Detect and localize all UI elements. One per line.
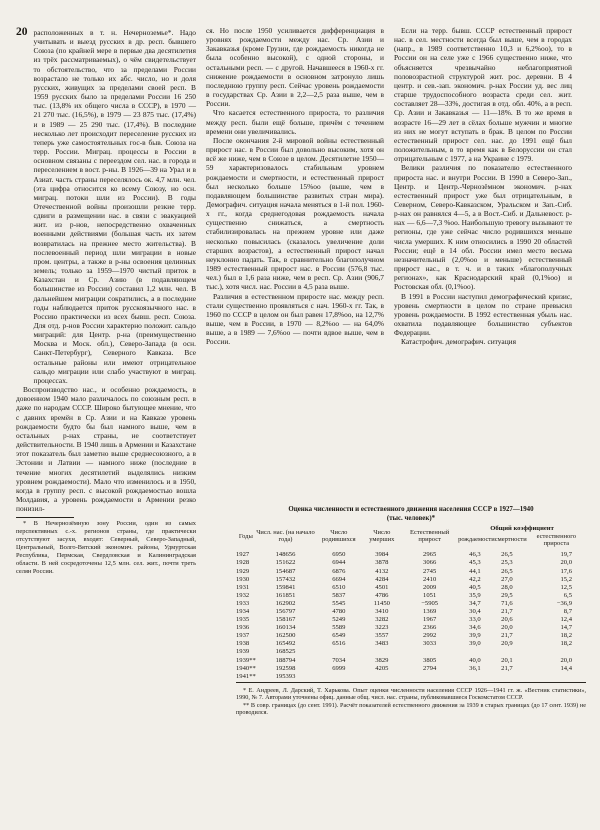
table-cell-value: 6999	[332, 664, 346, 672]
table-cell-rate: 45,3	[469, 559, 481, 567]
table-cell-year: 1941**	[236, 672, 256, 680]
col-header-group-coefficient: Общий коэффициент	[490, 525, 554, 533]
table-cell-rate: 17,6	[560, 567, 572, 575]
table-cell-year: 1937	[236, 632, 250, 640]
table-row	[236, 624, 586, 632]
table-cell-rate: 26,5	[501, 567, 513, 575]
paragraph: Если на терр. бывш. СССР естественный прирост нас. в сел. местности всегда был выше, чем в городах (напр., в 1989 соответственно 10,3 и 6,2%оо), то в России он на селе уже с 1966 существенно ниже, что объясняется чрезвычайно неблагоприятной половозрастной структурой жит. рос. деревни. В 4 центр. и сев.-зап. экономич. р-нах России уд. вес лиц старше трудоспособного возраста среди сел. жит. составляет 28—33%, достигая в отд. обл. 40%, а в респ. Ср. Азии и Закавказья — 11—18%. В то же время в возрасте 16—29 лет в сёлах больше мужчин и многие из них не могут вступать в брак. В целом по России естественный прирост сел. нас. до 1991 ещё был положительным, в то время как в Белоруссии он стал отрицательным с 1977, а на Украине с 1979.	[394, 26, 572, 164]
table-cell-value: 1967	[423, 616, 437, 624]
table-row	[236, 583, 586, 591]
footnote-text: * В Нечернозёмную зону России, один из самых перспективных с.-х. регионов страны, где практически отсутствуют засухи, входят: Северный, Северо-Западный, Центральный, Волго-Вятский экономич. районы, Удмуртская Республика, Пермская, Свердловская и Калининградская области. В ней сосредоточены 12,5 млн. сел. жит., почти треть селян России.	[16, 520, 196, 575]
table-cell-value: 3033	[423, 640, 437, 648]
table-cell-value: 151622	[275, 559, 296, 567]
paragraph: расположенных в т. н. Нечерноземье*. Надо учитывать и выезд русских в др. респ. бывшего Союза (по крайней мере в первые два десятилетия из трёх рассматриваемых), о чём свидетельствует то обстоятельство, что за пределами России возрастало не только их абс. число, но и доля русских, живущих за пределами своей респ. В 1959 русских было за пределами России 16 250 тыс. (13,8% их общего числа в СССР), в 1970 — 21 270 тыс. (16,5%), в 1979 — 23 875 тыс. (17,4%) и в 1989 — 25 290 тыс. (17,4%). В последние несколько лет происходит переселение русских из теперь уже самостоятельных гос-в быв. Союза на терр. России. Миграц. процессы в России в основном связаны с переездом сел. нас. в города и переселением в вост. р-ны. В 1926—39 на Урал и в Азиат. часть страны переселялось ок. 4,7 млн. чел. (эта цифра относится ко всему Союзу, но осн. миграц. потоки шли из России). В годы Отечественной войны произошли резкие терр. сдвиги в размещении нас. в связи с эвакуацией жит. из р-нов, непосредственно охваченных военными действиями (большая часть их затем возвратилась на прежнее место жительства). В послевоенный период шли миграции в новые пром. центры, а также в р-ны освоения целинных земель; только за 1959—1970 чистый приток в Казахстан и Ср. Азию (в подавляющем большинстве из России) составил 1,2 млн. чел. В дальнейшем миграции сократились, а в последние годы наблюдается приток русскоязычного нас. в Россию практически из всех бывш. респ. Союза. Для отд. р-нов России характерно положит. сальдо миграций: для Центр. р-на (преимущественно Москва и Моск. обл.), Северо-Запада (в осн. Санкт-Петербург), Северного Кавказа. Все остальные районы или имеют отрицательное сальдо миграции или слабо участвуют в миграц. процессах.	[33, 28, 196, 385]
table-cell-rate: 40,0	[469, 656, 481, 664]
paragraph: Катастрофич. демографич. ситуация	[401, 337, 516, 347]
col-header-births: Число родившихся	[322, 528, 356, 544]
table-cell-rate: 14,7	[560, 624, 572, 632]
table-cell-rate: 20,6	[501, 616, 513, 624]
table-cell-value: 165492	[275, 640, 296, 648]
table-cell-rate	[495, 673, 527, 681]
table-cell-rate: 8,7	[563, 608, 572, 615]
table-cell-year: 1934	[236, 608, 250, 615]
table-cell-value: −5905	[421, 599, 439, 607]
folio-line	[16, 26, 196, 385]
table-cell-rate: 26,5	[501, 551, 513, 559]
table-row	[236, 673, 586, 681]
table-row	[236, 592, 586, 600]
table-cell-value: 3223	[375, 624, 389, 632]
table-cell-value: 2366	[423, 624, 437, 632]
table-cell-value: 7034	[332, 656, 346, 664]
table-cell-value	[362, 673, 401, 681]
table-cell-value: 2794	[423, 664, 437, 672]
table-cell-value: 3984	[375, 551, 389, 559]
table-row	[236, 640, 586, 648]
column-2	[206, 26, 384, 346]
table-cell-value: 5837	[332, 591, 346, 599]
table-cell-rate: 6,5	[563, 591, 572, 599]
table-cell-year: 1936	[236, 624, 250, 632]
text-columns	[16, 26, 584, 576]
statistics-table-block	[236, 506, 586, 717]
table-cell-value: 3829	[375, 656, 389, 664]
table-row	[236, 616, 586, 624]
table-cell-value: 6510	[332, 583, 346, 591]
table-cell-value: 161851	[275, 591, 296, 599]
table-row	[236, 648, 586, 656]
table-cell-rate: 46,3	[469, 551, 481, 559]
table-cell-rate: 19,7	[560, 551, 572, 559]
table-cell-year: 1931	[236, 583, 250, 591]
table-cell-year: 1929	[236, 567, 250, 575]
table-cell-value: 3483	[375, 640, 389, 648]
table-cell-value: 2992	[423, 632, 437, 640]
table-cell-value: 6950	[332, 551, 346, 559]
table-cell-value: 4501	[375, 583, 389, 591]
paragraph: Велики различия по показателю естественного прироста нас. и внутри России. В 1990 в Северо-Зап., Центр. и Центр.-Чернозёмном экономич. р-нах естественный прирост уже был отрицательным, в Северном, Северо-Кавказском, Уральском и Зап.-Сиб. р-нах он равнялся 4—5, а в Вост.-Сиб. и Дальневост. р-нах — 6,6—7,3 %оо. Наибольшую тревогу вызывают те регионы, где уже сейчас число родившихся меньше числа умерших. К ним относились в 1990 20 областей России; ещё в 14 обл. России имел место весьма незначительный (2,0%оо и меньше) естественный прирост нас., в т. ч. и в таких «благополучных регионах», как Краснодарский край (0,1%оо) и Ростовская обл. (0,1%оо).	[394, 163, 572, 292]
table-cell-value: 1369	[423, 608, 437, 615]
table-row	[236, 551, 586, 559]
table-cell-value: 5545	[332, 599, 346, 607]
table-cell-value: 2009	[423, 583, 437, 591]
table-cell-rate: 20,0	[560, 559, 572, 567]
table-cell-year: 1938	[236, 640, 250, 648]
table-cell-rate: 15,2	[560, 575, 572, 583]
table-cell-rate: 20,1	[501, 656, 513, 664]
table-cell-rate: 20,0	[560, 656, 572, 664]
table-cell-rate: 44,1	[469, 567, 481, 575]
table-cell-value: 148656	[275, 551, 296, 559]
table-row	[236, 656, 586, 664]
table-cell-value: 168525	[275, 648, 296, 656]
table-cell-value: 158167	[275, 616, 296, 624]
table-cell-value: 5249	[332, 616, 346, 624]
table-cell-value: 3557	[375, 632, 389, 640]
table-cell-value: 6549	[332, 632, 346, 640]
table-cell-value: 3410	[375, 608, 389, 615]
table-cell-rate: 21,7	[501, 608, 513, 615]
col-header-population: Числ. нас. (на начало года)	[256, 528, 315, 544]
table-row	[236, 575, 586, 583]
table-cell-value	[401, 673, 458, 681]
col-header-death-rate: смертности	[494, 536, 527, 544]
table-cell-value: 2745	[423, 567, 437, 575]
table-cell-value: 4284	[375, 575, 389, 583]
population-statistics-table	[236, 525, 586, 680]
paragraph: Различия в естественном приросте нас. между респ. стали существенно проявляться с нач. 1960-х гг. Так, в 1960 по СССР в целом он был равен 17,8%оо, на 12,7% выше, чем в России, в 1970 — 8,2%оо — на 64,0% выше, а в 1989 — 7,6%оо — почти вдвое выше, чем в России.	[206, 291, 384, 347]
table-cell-year: 1928	[236, 559, 250, 567]
table-cell-year: 1939**	[236, 656, 256, 664]
table-cell-rate: 39,9	[469, 632, 481, 640]
table-cell-value: 6876	[332, 567, 346, 575]
table-cell-rate: 18,2	[560, 640, 572, 648]
table-title-units: (тыс. человек)*	[386, 514, 436, 522]
col-header-birth-rate: рождаемости	[458, 536, 495, 544]
table-cell-value: 5589	[332, 624, 346, 632]
table-cell-value: 188794	[275, 656, 296, 664]
table-cell-rate: −36,9	[556, 599, 572, 607]
table-note-2: ** В совр. границах (до сент. 1991). Расчёт показателей естественного движения за 1939 в старых границах (до 17 сент. 1939) не проводился.	[236, 701, 586, 717]
table-cell-value: 2965	[423, 551, 437, 559]
table-cell-rate: 39,0	[469, 640, 481, 648]
table-cell-value	[401, 648, 458, 656]
table-cell-rate: 34,7	[469, 599, 481, 607]
table-cell-value: 4780	[332, 608, 346, 615]
table-title	[236, 506, 586, 523]
page-number: 20	[16, 26, 28, 38]
table-title-main: Оценка численности и естественного движения населения СССР в 1927—1940	[288, 506, 534, 513]
col-header-natural-increase: Естественный прирост	[410, 528, 450, 544]
col-header-deaths: Число умерших	[369, 528, 395, 544]
table-cell-rate	[527, 648, 586, 656]
table-cell-year: 1939	[236, 648, 250, 656]
table-notes	[236, 687, 586, 717]
table-cell-value: 154687	[275, 567, 296, 575]
column-1	[16, 26, 196, 576]
table-cell-rate: 42,2	[469, 575, 481, 583]
table-cell-rate: 71,6	[501, 599, 513, 607]
table-cell-rate: 40,5	[469, 583, 481, 591]
table-cell-rate: 20,9	[501, 640, 513, 648]
table-note-1: * Е. Андреев, Л. Дарский, Т. Харькова. Опыт оценки численности населения СССР 1926—1941 гг. ж. «Вестник статистики», 1990, № 7. Авторами уточнены офиц. данные общ. числ. нас. страны, публиковавшиеся Госкомстатом СССР.	[236, 686, 586, 702]
table-cell-value: 4205	[375, 664, 389, 672]
table-cell-year: 1933	[236, 599, 250, 607]
table-cell-rate: 35,9	[469, 591, 481, 599]
table-row	[236, 664, 586, 672]
table-cell-rate: 33,0	[469, 616, 481, 624]
table-cell-value: 160134	[275, 624, 296, 632]
table-cell-rate	[495, 648, 527, 656]
table-cell-value: 162902	[275, 599, 296, 607]
table-cell-rate	[458, 673, 495, 681]
table-cell-value: 1051	[423, 591, 437, 599]
table-cell-rate: 18,2	[560, 632, 572, 640]
table-cell-year: 1935	[236, 616, 250, 624]
table-cell-year: 1930	[236, 575, 250, 583]
table-cell-rate: 36,1	[469, 664, 481, 672]
table-cell-value: 192598	[275, 664, 296, 672]
table-cell-value: 195393	[275, 672, 296, 680]
paragraph: После окончания 2-й мировой войны естественный прирост нас. в России был довольно высоким, хотя он всё же ниже, чем в Союзе в целом. Десятилетие 1950—59 характеризовалось стабильным уровнем рождаемости и смертности, и естественный прирост был несколько больше 15%оо (выше, чем в подавляющем большинстве развитых стран мира). Демографич. ситуация начала меняться в 1-й пол. 1960-х гг., когда среднегодовая рождаемость начала существенно снижаться, а смертность стабилизировалась на прежнем уровне или даже несколько повысилась (сказалось увеличение доли старших возрастов), а естественный прирост начал неуклонно падать. Так, в сравнительно благополучном 1989 естественный прирост нас. в России (576,8 тыс. чел.) был в 1,6 раза ниже, чем в респ. Ср. Азии (906,7 тыс.), хотя числ. нас. России в 4,5 раза выше.	[206, 135, 384, 292]
table-cell-rate: 34,6	[469, 624, 481, 632]
table-cell-year: 1927	[236, 551, 250, 559]
table-cell-value: 3878	[375, 559, 389, 567]
table-row	[236, 559, 586, 567]
table-cell-rate: 21,7	[501, 632, 513, 640]
paragraph: ся. Но после 1950 усиливается дифференциация в уровнях рождаемости между нас. Ср. Азии и Закавказья (кроме Грузии, где рождаемость никогда не была особенно высокой), с одной стороны, и остальными респ. — с другой. Начавшееся в 1960-х гг. снижение рождаемости в основном затронуло лишь последнюю группу респ. Сейчас уровень рождаемости в государствах Ср. Азии в 2,2—2,5 раза выше, чем в России.	[206, 26, 384, 109]
table-cell-value: 162500	[275, 632, 296, 640]
table-cell-value	[315, 673, 362, 681]
table-cell-rate: 28,0	[501, 583, 513, 591]
paragraph: Воспроизводство нас., и особенно рождаемость, в довоенном 1940 мало различалось по союзным респ. в даже по народам СССР. Широко бытующее мнение, что с давних времён в Ср. Азии и на Кавказе уровень рождаемости будто бы был намного выше, чем в остальных р-нах страны, не соответствует действительности. В 1940 лишь в Армении и Казахстане этот показатель был заметно выше среднесоюзного, а в Эстонии и Латвии — намного ниже (последние в течение многих десятилетий выделялись низким уровнем рождаемости). Мало что изменилось и в 1950, когда в группу респ. с высокой рождаемостью вошла Молдавия, а уровень рождаемости в Армении резко понизил-	[16, 385, 196, 514]
table-notes-divider	[236, 682, 586, 683]
table-cell-rate: 30,4	[469, 608, 481, 615]
column-3	[394, 26, 572, 346]
col-header-increase-rate: естественного прироста	[536, 532, 577, 548]
table-cell-rate: 25,3	[501, 559, 513, 567]
table-head-row-group	[236, 525, 586, 533]
paragraph: Что касается естественного прироста, то различия между респ. были ещё больше, причём с течением времени они увеличивались.	[206, 108, 384, 136]
paragraph: В 1991 в России наступил демографический кризис, уровень смертности в целом по стране превысил уровень рождаемости. В 1992 естественная убыль нас. охватила подавляющее большинство субъектов Федерации.	[394, 291, 572, 338]
table-cell-rate: 12,5	[560, 583, 572, 591]
table-body	[236, 551, 586, 681]
table-cell-value: 4786	[375, 591, 389, 599]
table-cell-value: 156797	[275, 608, 296, 615]
table-row	[236, 632, 586, 640]
table-cell-value: 159841	[275, 583, 296, 591]
table-cell-value: 6516	[332, 640, 346, 648]
table-cell-value: 157432	[275, 575, 296, 583]
table-cell-value: 3282	[375, 616, 389, 624]
table-cell-rate: 12,4	[560, 616, 572, 624]
table-cell-value: 6944	[332, 559, 346, 567]
table-cell-year: 1940**	[236, 664, 256, 672]
table-head	[236, 525, 586, 551]
table-cell-value: 4132	[375, 567, 389, 575]
table-cell-rate: 21,7	[501, 664, 513, 672]
table-cell-rate: 27,0	[501, 575, 513, 583]
table-row	[236, 567, 586, 575]
table-cell-value	[315, 648, 362, 656]
table-cell-value: 11450	[373, 599, 390, 607]
table-cell-rate: 29,5	[501, 591, 513, 599]
table-row	[236, 608, 586, 616]
col-header-years: Годы	[238, 532, 253, 540]
table-cell-value: 2410	[423, 575, 437, 583]
table-row	[236, 600, 586, 608]
table-cell-value: 6694	[332, 575, 346, 583]
table-cell-rate: 20,0	[501, 624, 513, 632]
table-cell-rate	[458, 648, 495, 656]
table-cell-rate	[527, 673, 586, 681]
table-cell-rate: 14,4	[560, 664, 572, 672]
table-cell-value: 3066	[423, 559, 437, 567]
table-cell-value: 3805	[423, 656, 437, 664]
table-cell-value	[362, 648, 401, 656]
footnote-divider	[16, 517, 74, 518]
table-cell-year: 1932	[236, 591, 250, 599]
